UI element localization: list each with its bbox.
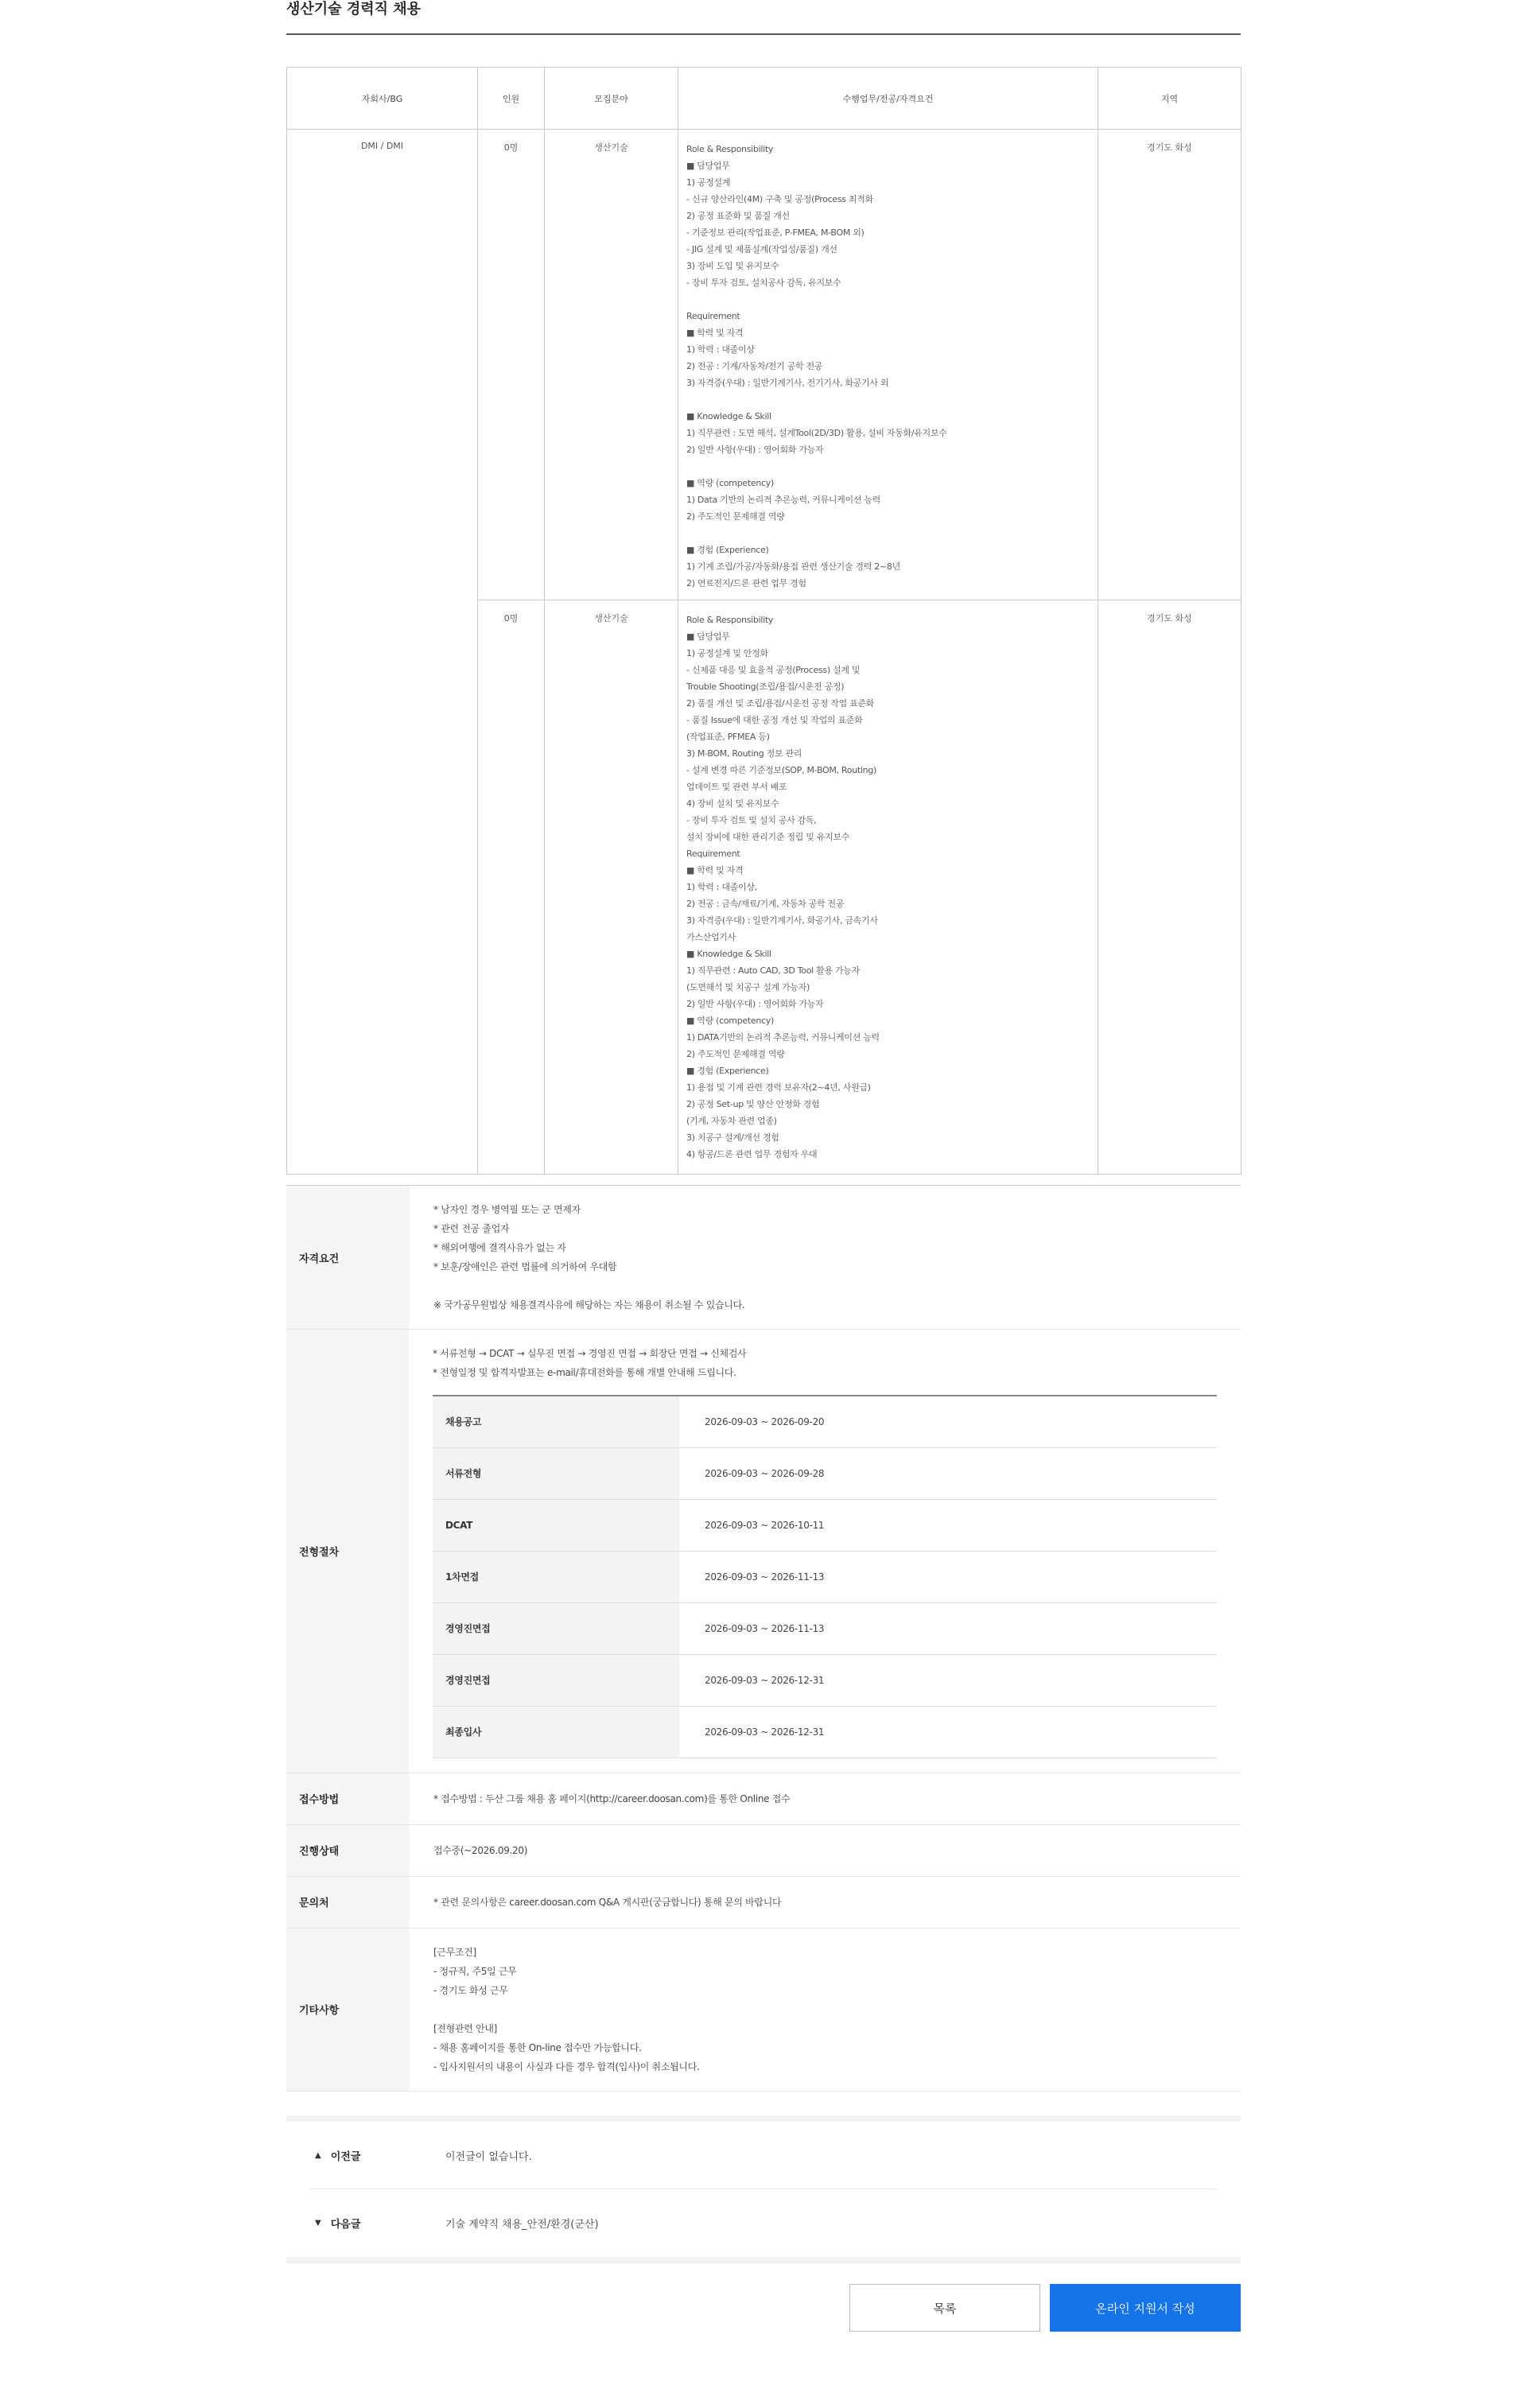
schedule-step: 채용공고 <box>433 1396 679 1447</box>
process-row <box>286 1330 1241 1773</box>
schedule-period: 2026-09-03 ~ 2026-11-13 <box>679 1602 1217 1654</box>
region-cell: 경기도 화성 <box>1098 130 1241 600</box>
process-body <box>409 1330 1241 1773</box>
text-line <box>433 2000 1217 2019</box>
company-cell: DMI / DMI <box>287 130 478 1175</box>
header-region: 지역 <box>1098 68 1241 130</box>
contact-label: 문의처 <box>286 1877 410 1928</box>
text-line: 1) 학력 : 대졸이상 <box>686 344 755 355</box>
schedule-period: 2026-09-03 ~ 2026-11-13 <box>679 1551 1217 1602</box>
schedule-row <box>433 1551 1217 1602</box>
status-label: 진행상태 <box>286 1825 410 1876</box>
prev-post-row[interactable] <box>310 2122 1217 2189</box>
post-navigation <box>286 2115 1241 2263</box>
schedule-table <box>433 1395 1217 1758</box>
text-line: 1) 공정설계 <box>686 177 731 188</box>
text-line: 1) 학력 : 대졸이상, <box>686 882 757 892</box>
schedule-row <box>433 1499 1217 1551</box>
text-line: ■ 담당업무 <box>686 631 730 642</box>
text-line: - 장비 투자 검토, 설치공사 감독, 유지보수 <box>686 278 841 288</box>
text-line: ■ 경험 (Experience) <box>686 545 769 555</box>
text-line: Requirement <box>686 311 740 321</box>
schedule-period: 2026-09-03 ~ 2026-09-20 <box>679 1396 1217 1447</box>
text-line: ■ 역량 (competency) <box>686 478 774 488</box>
count-cell: 0명 <box>478 600 545 1175</box>
info-section <box>286 1185 1241 2091</box>
schedule-row <box>433 1654 1217 1706</box>
text-line: ■ 역량 (competency) <box>686 1016 774 1026</box>
text-line: 2) 공정 표준화 및 품질 개선 <box>686 211 790 221</box>
apply-method-row <box>286 1773 1241 1825</box>
text-line: * 남자인 경우 병역필 또는 군 면제자 <box>433 1204 581 1215</box>
etc-label: 기타사항 <box>286 1928 410 2091</box>
text-line: (기계, 자동차 관련 업종) <box>686 1116 777 1126</box>
contact-row <box>286 1877 1241 1928</box>
text-line: Trouble Shooting(조립/용접/시운전 공정) <box>686 682 845 692</box>
text-line: - 장비 투자 검토 및 설치 공사 감독, <box>686 815 817 825</box>
text-line: - 경기도 화성 근무 <box>433 1984 508 1996</box>
text-line: 1) 직무관련 : Auto CAD, 3D Tool 활용 가능자 <box>686 965 860 976</box>
description-cell <box>678 130 1098 600</box>
text-line: * 관련 전공 졸업자 <box>433 1223 510 1234</box>
schedule-row <box>433 1706 1217 1757</box>
text-line: - 기준정보 관리(작업표준, P-FMEA, M-BOM 외) <box>686 227 865 238</box>
text-line: 2) 전공 : 기계/자동차/전기 공학 전공 <box>686 361 823 371</box>
text-line: 3) 자격증(우대) : 일반기계기사, 전기기사, 화공기사 외 <box>686 378 889 388</box>
text-line: 2) 전공 : 금속/재료/기계, 자동차 공학 전공 <box>686 899 845 909</box>
schedule-step: 경영진면접 <box>433 1654 679 1706</box>
schedule-row <box>433 1602 1217 1654</box>
text-line: 1) 기계 조립/가공/자동화/용접 관련 생산기술 경력 2~8년 <box>686 561 900 572</box>
header-count: 인원 <box>478 68 545 130</box>
field-cell: 생산기술 <box>545 600 678 1175</box>
next-post-label <box>310 2216 445 2231</box>
job-table-header <box>287 68 1241 130</box>
qualification-label: 자격요건 <box>286 1186 410 1329</box>
apply-online-button[interactable]: 온라인 지원서 작성 <box>1050 2284 1241 2332</box>
triangle-down-icon: ▼ <box>315 2219 321 2227</box>
text-line: ■ 학력 및 자격 <box>686 865 744 876</box>
text-line: 업데이트 및 관련 부서 배포 <box>686 782 787 792</box>
schedule-period: 2026-09-03 ~ 2026-12-31 <box>679 1706 1217 1757</box>
header-company: 자회사/BG <box>287 68 478 130</box>
text-line: Requirement <box>686 849 740 859</box>
text-line: (작업표준, PFMEA 등) <box>686 732 770 742</box>
text-line: 2) 주도적인 문제해결 역량 <box>686 511 785 522</box>
text-line <box>433 1276 1217 1295</box>
text-line: 1) DATA기반의 논리적 추론능력, 커뮤니케이션 능력 <box>686 1032 880 1043</box>
text-line: 2) 공정 Set-up 및 양산 안정화 경험 <box>686 1099 820 1109</box>
text-line: - 채용 홈페이지를 통한 On-line 접수만 가능합니다. <box>433 2041 642 2053</box>
text-line: - 신규 양산라인(4M) 구축 및 공정(Process 최적화 <box>686 194 873 204</box>
text-line: [근무조건] <box>433 1946 476 1958</box>
next-post-link[interactable]: 기술 계약직 채용_안전/환경(군산) <box>445 2219 599 2231</box>
contact-text: * 관련 문의사항은 career.doosan.com Q&A 게시판(궁금합니다) 통해 문의 바랍니다 <box>433 1896 782 1908</box>
text-line: 2) 일반 사항(우대) : 영어회화 가능자 <box>686 999 824 1009</box>
text-line: 1) 용접 및 기계 관련 경력 보유자(2~4년, 사원급) <box>686 1082 871 1093</box>
text-line: ■ Knowledge & Skill <box>686 411 771 421</box>
apply-method-label: 접수방법 <box>286 1773 410 1824</box>
text-line: 3) M-BOM, Routing 정보 관리 <box>686 748 802 759</box>
prev-label-text: 이전글 <box>330 2150 361 2163</box>
text-line: 4) 항공/드론 관련 업무 경험자 우대 <box>686 1149 818 1159</box>
schedule-step: 서류전형 <box>433 1447 679 1499</box>
text-line: [전형관련 안내] <box>433 2022 498 2034</box>
text-line: ■ 담당업무 <box>686 161 730 171</box>
triangle-up-icon: ▲ <box>315 2150 321 2160</box>
text-line: * 보훈/장애인은 관련 법률에 의거하여 우대함 <box>433 1261 617 1272</box>
text-line: - 품질 Issue에 대한 공정 개선 및 작업의 표준화 <box>686 715 863 725</box>
apply-method-text: * 접수방법 : 두산 그룹 채용 홈 페이지(http://career.doosan.com)를 통한 Online 접수 <box>433 1792 791 1804</box>
schedule-step: 1차면접 <box>433 1551 679 1602</box>
text-line: - 정규직, 주5일 근무 <box>433 1965 517 1977</box>
text-line <box>686 525 1090 542</box>
page-container <box>286 0 1241 2316</box>
text-line: 3) 자격증(우대) : 일반기계기사, 화공기사, 금속기사 <box>686 915 878 926</box>
text-line: Role & Responsibility <box>686 615 774 625</box>
next-post-row[interactable] <box>310 2189 1217 2257</box>
text-line: - 설계 변경 따른 기준정보(SOP, M-BOM, Routing) <box>686 765 877 775</box>
action-buttons <box>849 2284 1241 2332</box>
text-line: 1) 공정설계 및 안정화 <box>686 648 768 658</box>
process-label: 전형절차 <box>286 1330 409 1773</box>
text-line: * 전형일정 및 합격자발표는 e-mail/휴대전화를 통해 개별 안내해 드립니다. <box>433 1367 736 1378</box>
text-line: 4) 장비 설치 및 유지보수 <box>686 798 779 809</box>
text-line: - 입사지원서의 내용이 사실과 다를 경우 합격(입사)이 취소됩니다. <box>433 2060 700 2072</box>
count-cell: 0명 <box>478 130 545 600</box>
schedule-period: 2026-09-03 ~ 2026-12-31 <box>679 1654 1217 1706</box>
qualification-body <box>410 1186 1241 1329</box>
next-label-text: 다음글 <box>330 2219 361 2231</box>
prev-post-text: 이전글이 없습니다. <box>445 2150 532 2163</box>
text-line: ■ 경험 (Experience) <box>686 1066 769 1076</box>
schedule-step: DCAT <box>433 1499 679 1551</box>
process-lines <box>433 1344 1217 1382</box>
etc-body <box>410 1928 1241 2091</box>
text-line: - JIG 설계 및 제품설계(작업성/품질) 개선 <box>686 244 837 254</box>
text-line: * 해외여행에 결격사유가 없는 자 <box>433 1242 566 1253</box>
text-line: 설치 장비에 대한 관리기준 정립 및 유지보수 <box>686 832 850 842</box>
job-table <box>286 67 1241 1175</box>
text-line <box>686 391 1090 408</box>
schedule-period: 2026-09-03 ~ 2026-09-28 <box>679 1447 1217 1499</box>
text-line: 3) 장비 도입 및 유지보수 <box>686 261 779 271</box>
text-line <box>686 458 1090 475</box>
text-line: Role & Responsibility <box>686 144 774 154</box>
schedule-step: 최종입사 <box>433 1706 679 1757</box>
text-line: ※ 국가공무원법상 채용결격사유에 해당하는 자는 채용이 취소될 수 있습니다. <box>433 1299 745 1311</box>
text-line: (도면해석 및 치공구 설계 가능자) <box>686 982 810 992</box>
list-button[interactable]: 목록 <box>849 2284 1040 2332</box>
status-row <box>286 1825 1241 1877</box>
qualification-row <box>286 1186 1241 1330</box>
etc-row <box>286 1928 1241 2091</box>
text-line <box>686 291 1090 308</box>
schedule-row <box>433 1447 1217 1499</box>
page-title: 생산기술 경력직 채용 <box>286 0 1241 35</box>
field-cell: 생산기술 <box>545 130 678 600</box>
text-line: - 신제품 대응 및 효율적 공정(Process) 설계 및 <box>686 665 861 675</box>
text-line: 1) Data 기반의 논리적 추론능력, 커뮤니케이션 능력 <box>686 495 880 505</box>
prev-post-label <box>310 2148 445 2163</box>
text-line: 1) 직무관련 : 도면 해석, 설계Tool(2D/3D) 활용, 설비 자동화/유지보수 <box>686 428 947 438</box>
status-text: 접수중(~2026.09.20) <box>433 1844 528 1856</box>
header-description: 수행업무/전공/자격요건 <box>678 68 1098 130</box>
text-line: 2) 주도적인 문제해결 역량 <box>686 1049 785 1059</box>
header-field: 모집분야 <box>545 68 678 130</box>
table-row <box>287 130 1241 600</box>
schedule-step: 경영진면접 <box>433 1602 679 1654</box>
region-cell: 경기도 화성 <box>1098 600 1241 1175</box>
text-line: 2) 일반 사항(우대) : 영어회화 가능자 <box>686 445 824 455</box>
text-line: * 서류전형 → DCAT → 실무진 면접 → 경영진 면접 → 회장단 면접 → 신체검사 <box>433 1348 747 1359</box>
description-cell <box>678 600 1098 1175</box>
text-line: ■ Knowledge & Skill <box>686 949 771 959</box>
schedule-period: 2026-09-03 ~ 2026-10-11 <box>679 1499 1217 1551</box>
text-line: 2) 연료전지/드론 관련 업무 경험 <box>686 578 806 588</box>
text-line: ■ 학력 및 자격 <box>686 328 744 338</box>
text-line: 가스산업기사 <box>686 932 736 942</box>
text-line: 3) 치공구 설계/개선 경험 <box>686 1132 779 1143</box>
schedule-row <box>433 1396 1217 1447</box>
text-line: 2) 품질 개선 및 조립/용접/시운전 공정 작업 표준화 <box>686 698 875 709</box>
